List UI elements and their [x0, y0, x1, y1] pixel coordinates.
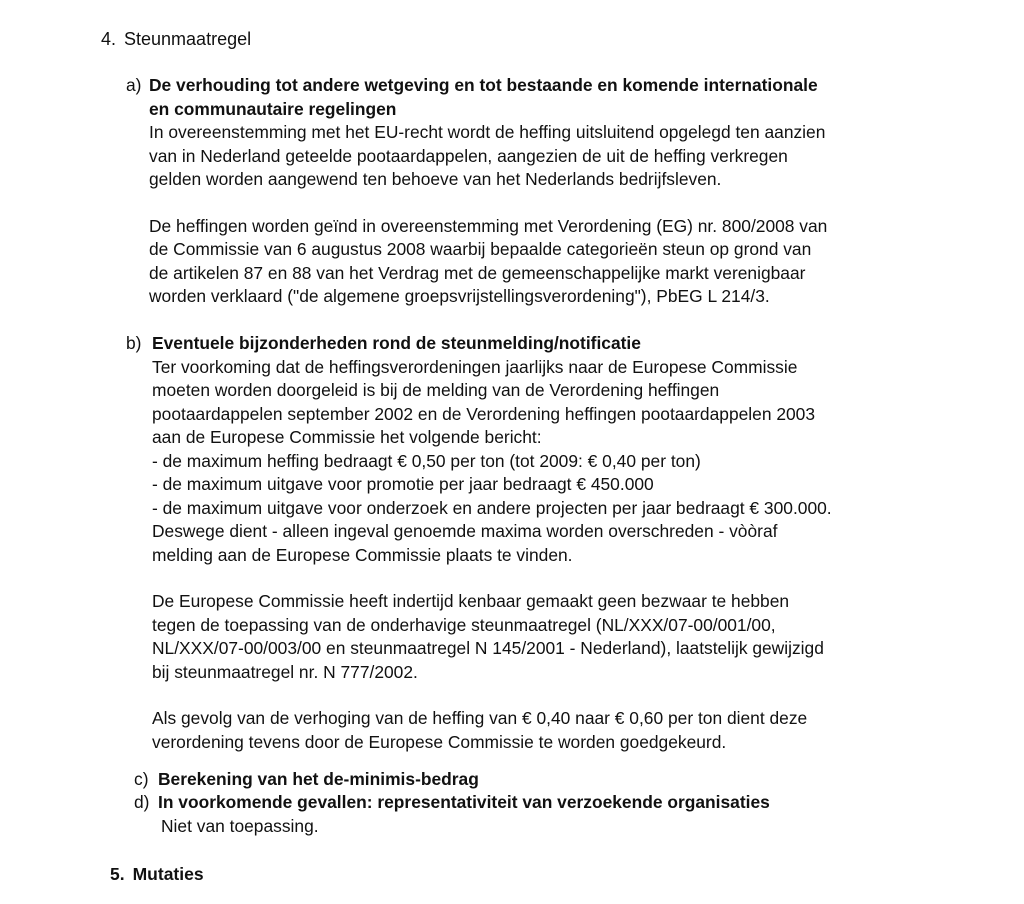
subsection-b-marker: b) — [126, 333, 142, 353]
subsection-d-text: Niet van toepassing. — [161, 815, 319, 836]
section-4-title: Steunmaatregel — [124, 29, 252, 49]
section-5-heading — [110, 863, 204, 887]
subsection-a-title-line-2: en communautaire regelingen — [149, 98, 397, 119]
subsection-d — [134, 791, 994, 838]
section-5-title: Mutaties — [132, 864, 204, 884]
paragraph-line: pootaardappelen september 2002 en de Verordening heffingen pootaardappelen 2003 — [152, 403, 816, 424]
subsection-a-marker: a) — [126, 75, 142, 95]
paragraph-line: moeten worden doorgeleid is bij de melding van de Verordening heffingen — [152, 380, 720, 400]
paragraph-line: NL/XXX/07-00/003/00 en steunmaatregel N 145/2001 - Nederland), laatstelijk gewijzigd — [152, 638, 824, 658]
list-item: - de maximum heffing bedraagt € 0,50 per ton (tot 2009: € 0,40 per ton) — [152, 450, 701, 471]
paragraph-line: worden verklaard ("de algemene groepsvrijstellingsverordening"), PbEG L 214/3. — [149, 286, 770, 306]
paragraph-line: van in Nederland geteelde pootaardappelen, aangezien de uit de heffing verkregen — [149, 145, 788, 166]
paragraph-line: melding aan de Europese Commissie plaats te vinden. — [152, 544, 573, 565]
section-5-number: 5. — [110, 864, 125, 884]
paragraph-line: de artikelen 87 en 88 van het Verdrag met de gemeenschappelijke markt verenigbaar — [149, 262, 806, 283]
paragraph-line: bij steunmaatregel nr. N 777/2002. — [152, 661, 418, 682]
paragraph-line: aan de Europese Commissie het volgende bericht: — [152, 427, 542, 447]
subsection-c-marker: c) — [134, 769, 149, 789]
subsection-a-title-line-1: De verhouding tot andere wetgeving en tot bestaande en komende internationale — [149, 75, 818, 95]
subsection-c-title: Berekening van het de-minimis-bedrag — [158, 769, 479, 789]
paragraph-line: De heffingen worden geïnd in overeenstemming met Verordening (EG) nr. 800/2008 van — [149, 215, 828, 236]
subsection-b — [126, 332, 1006, 754]
paragraph-line: gelden worden aangewend ten behoeve van het Nederlands bedrijfsleven. — [149, 169, 722, 189]
subsection-d-marker: d) — [134, 792, 150, 812]
paragraph-line: tegen de toepassing van de onderhavige steunmaatregel (NL/XXX/07-00/001/00, — [152, 614, 776, 635]
paragraph-line: Ter voorkoming dat de heffingsverordeningen jaarlijks naar de Europese Commissie — [152, 356, 798, 377]
subsection-a — [126, 74, 1006, 309]
section-4-heading — [101, 28, 251, 52]
paragraph-line: verordening tevens door de Europese Commissie te worden goedgekeurd. — [152, 731, 727, 752]
paragraph-line: De Europese Commissie heeft indertijd kenbaar gemaakt geen bezwaar te hebben — [152, 591, 790, 611]
list-item: - de maximum uitgave voor promotie per jaar bedraagt € 450.000 — [152, 474, 654, 494]
paragraph-line: Deswege dient - alleen ingeval genoemde maxima worden overschreden - vòòraf — [152, 521, 778, 541]
list-item: - de maximum uitgave voor onderzoek en andere projecten per jaar bedraagt € 300.000. — [152, 497, 832, 518]
section-4-number: 4. — [101, 29, 117, 49]
paragraph-line: In overeenstemming met het EU-recht wordt de heffing uitsluitend opgelegd ten aanzien — [149, 122, 826, 142]
subsection-c — [134, 768, 994, 792]
subsection-b-title: Eventuele bijzonderheden rond de steunmelding/notificatie — [152, 333, 641, 353]
subsection-d-title: In voorkomende gevallen: representativiteit van verzoekende organisaties — [158, 792, 770, 812]
paragraph-line: Als gevolg van de verhoging van de heffing van € 0,40 naar € 0,60 per ton dient deze — [152, 708, 808, 728]
paragraph-line: de Commissie van 6 augustus 2008 waarbij bepaalde categorieën steun op grond van — [149, 239, 812, 259]
